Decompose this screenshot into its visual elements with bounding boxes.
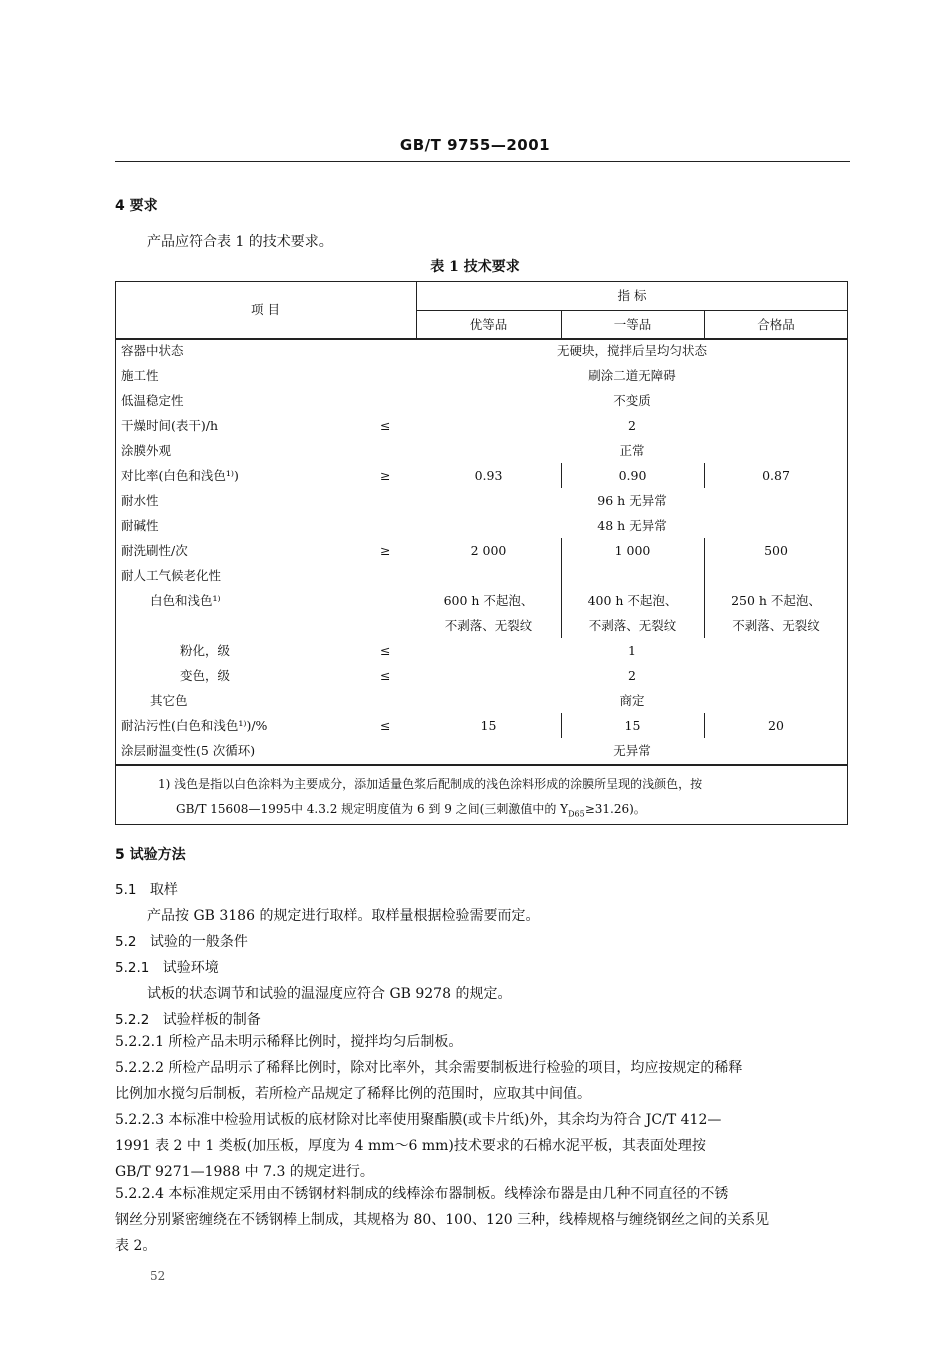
page-number: 52 — [150, 1269, 166, 1283]
clause-5-2-2-2-line-1: 5.2.2.2 所检产品明示了稀释比例时，除对比率外，其余需要制板进行检验的项目，均应按规定的稀释 — [115, 1060, 743, 1076]
row-item: 耐水性 — [121, 493, 159, 508]
row-operator: ≤ — [380, 643, 391, 658]
row-value: 不变质 — [613, 393, 651, 408]
row-value: 2 — [628, 418, 636, 433]
grade-header-3: 合格品 — [757, 317, 795, 332]
row-operator: ≤ — [380, 718, 391, 733]
section-5-1-text: 产品按 GB 3186 的规定进行取样。取样量根据检验需要而定。 — [147, 908, 540, 924]
row-item: 对比率(白色和浅色¹⁾) — [121, 468, 239, 483]
row-item: 施工性 — [121, 368, 159, 383]
clause-5-2-2-2-line-2: 比例加水搅匀后制板，若所检产品规定了稀释比例的范围时，应取其中间值。 — [115, 1086, 591, 1102]
section-5-1-heading: 5.1 取样 — [115, 882, 178, 898]
row-operator: ≤ — [380, 418, 391, 433]
row-value: 商定 — [619, 693, 645, 708]
row-item: 其它色 — [150, 693, 188, 708]
table-divider — [416, 310, 848, 311]
row-value: 15 — [624, 718, 641, 733]
row-operator: ≤ — [380, 668, 391, 683]
row-operator: ≥ — [380, 543, 391, 558]
col-item-header: 项 目 — [251, 302, 280, 317]
clause-5-2-2-4-line-3: 表 2。 — [115, 1238, 157, 1254]
row-operator: ≥ — [380, 468, 391, 483]
row-value: 刷涂二道无障碍 — [588, 368, 676, 383]
row-value: 不剥落、无裂纹 — [588, 618, 677, 633]
row-value: 不剥落、无裂纹 — [444, 618, 533, 633]
row-item: 容器中状态 — [121, 343, 184, 358]
row-item: 耐人工气候老化性 — [121, 568, 222, 583]
row-value: 2 000 — [470, 543, 507, 558]
standard-header: GB/T 9755—2001 — [399, 136, 551, 154]
section-5-heading: 5 试验方法 — [115, 847, 186, 863]
row-item: 耐沾污性(白色和浅色¹⁾)/% — [121, 718, 268, 733]
row-item: 低温稳定性 — [121, 393, 184, 408]
row-value: 250 h 不起泡、 — [731, 593, 821, 608]
clause-5-2-2-4-line-1: 5.2.2.4 本标准规定采用由不锈钢材料制成的线棒涂布器制板。线棒涂布器是由几种不同直径的不锈 — [115, 1186, 729, 1202]
row-value: 500 — [764, 543, 788, 558]
row-value: 0.87 — [762, 468, 790, 483]
grade-header-1: 优等品 — [469, 317, 508, 332]
row-value: 无异常 — [613, 743, 651, 758]
row-item: 白色和浅色¹⁾ — [150, 593, 221, 608]
col-index-header: 指 标 — [617, 288, 647, 303]
row-value: 正常 — [619, 443, 645, 458]
section-5-2-1-text: 试板的状态调节和试验的温湿度应符合 GB 9278 的规定。 — [147, 986, 512, 1002]
row-value: 400 h 不起泡、 — [587, 593, 678, 608]
clause-5-2-2-3-line-3: GB/T 9271—1988 中 7.3 的规定进行。 — [115, 1164, 374, 1180]
table-note-line-2: GB/T 15608—1995中 4.3.2 规定明度值为 6 到 9 之间(三刺激值中的 $Y_{D65}\ge 31.26$)。 — [176, 802, 646, 819]
table-divider — [115, 764, 848, 766]
row-value: 2 — [628, 668, 636, 683]
section-5-2-1-heading: 5.2.1 试验环境 — [115, 960, 219, 976]
clause-5-2-2-3-line-1: 5.2.2.3 本标准中检验用试板的底材除对比率使用聚酯膜(或卡片纸)外，其余均为符合 JC/T 412— — [115, 1112, 722, 1128]
row-item: 涂膜外观 — [121, 443, 172, 458]
row-value: 不剥落、无裂纹 — [732, 618, 820, 633]
row-value: 600 h 不起泡、 — [443, 593, 534, 608]
section-4-intro: 产品应符合表 1 的技术要求。 — [147, 234, 333, 250]
section-5-2-heading: 5.2 试验的一般条件 — [115, 934, 248, 950]
row-item: 粉化，级 — [180, 643, 231, 658]
row-value: 无硬块，搅拌后呈均匀状态 — [556, 343, 707, 358]
row-item: 干燥时间(表干)/h — [121, 418, 219, 433]
row-value: 48 h 无异常 — [597, 518, 667, 533]
row-item: 涂层耐温变性(5 次循环) — [121, 743, 256, 758]
grade-header-2: 一等品 — [613, 317, 652, 332]
clause-5-2-2-1: 5.2.2.1 所检产品未明示稀释比例时，搅拌均匀后制板。 — [115, 1034, 463, 1050]
row-item: 变色，级 — [180, 668, 231, 683]
header-rule — [115, 161, 850, 162]
section-4-heading: 4 要求 — [115, 198, 158, 214]
section-5-2-2-heading: 5.2.2 试验样板的制备 — [115, 1012, 261, 1028]
row-value: 96 h 无异常 — [597, 493, 667, 508]
row-value: 1 — [628, 643, 636, 658]
table-note-line-1: 1) 浅色是指以白色涂料为主要成分，添加适量色浆后配制成的浅色涂料形成的涂膜所呈现的浅颜色，按 — [158, 777, 703, 791]
row-value: 20 — [768, 718, 784, 733]
row-item: 耐洗刷性/次 — [121, 543, 188, 558]
clause-5-2-2-4-line-2: 钢丝分别紧密缠绕在不锈钢棒上制成，其规格为 80、100、120 三种，线棒规格与缠绕钢丝之间的关系见 — [115, 1212, 770, 1228]
row-item: 耐碱性 — [121, 518, 159, 533]
row-value: 0.90 — [618, 468, 647, 483]
row-value: 1 000 — [614, 543, 651, 558]
clause-5-2-2-3-line-2: 1991 表 2 中 1 类板(加压板，厚度为 4 mm～6 mm)技术要求的石棉水泥平板，其表面处理按 — [115, 1138, 706, 1154]
row-value: 0.93 — [474, 468, 503, 483]
row-value: 15 — [480, 718, 497, 733]
table-caption: 表 1 技术要求 — [430, 259, 520, 275]
